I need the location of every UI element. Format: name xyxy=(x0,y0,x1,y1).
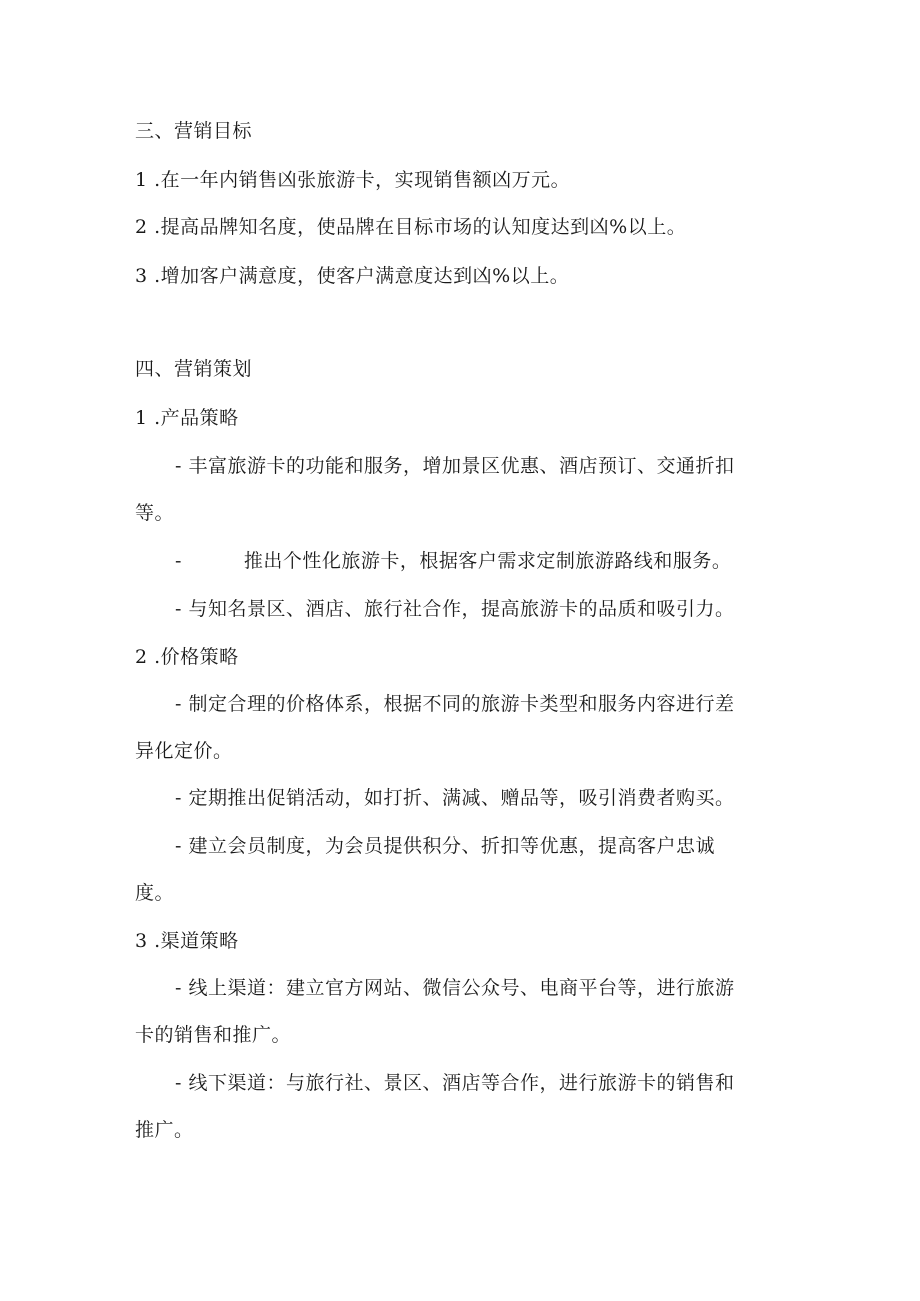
price-bullet-1-line-1: - 制定合理的价格体系，根据不同的旅游卡类型和服务内容进行差 xyxy=(175,693,735,715)
price-bullet-3-line-1: - 建立会员制度，为会员提供积分、折扣等优惠，提高客户忠诚 xyxy=(175,835,715,857)
goal-item-2: 2 .提高品牌知名度，使品牌在目标市场的认知度达到凶%以上。 xyxy=(135,216,687,238)
channel-bullet-2-line-2: 推广。 xyxy=(135,1119,194,1141)
price-strategy-title: 2 .价格策略 xyxy=(135,646,239,668)
product-bullet-3: - 与知名景区、酒店、旅行社合作，提高旅游卡的品质和吸引力。 xyxy=(175,598,735,620)
section-heading-marketing-plan: 四、营销策划 xyxy=(135,358,253,380)
product-bullet-2-dash: - xyxy=(175,550,182,572)
price-bullet-2: - 定期推出促销活动，如打折、满减、赠品等，吸引消费者购买。 xyxy=(175,787,735,809)
channel-bullet-1-line-1: - 线上渠道：建立官方网站、微信公众号、电商平台等，进行旅游 xyxy=(175,977,735,999)
price-bullet-3-line-2: 度。 xyxy=(135,882,175,904)
goal-item-3: 3 .增加客户满意度，使客户满意度达到凶%以上。 xyxy=(135,265,570,287)
price-bullet-1-line-2: 异化定价。 xyxy=(135,740,233,762)
product-bullet-1-line-1: - 丰富旅游卡的功能和服务，增加景区优惠、酒店预订、交通折扣 xyxy=(175,455,735,477)
product-bullet-2 xyxy=(175,549,815,573)
goal-item-1: 1 .在一年内销售凶张旅游卡，实现销售额凶万元。 xyxy=(135,169,571,191)
channel-bullet-2-line-1: - 线下渠道：与旅行社、景区、酒店等合作，进行旅游卡的销售和 xyxy=(175,1072,735,1094)
section-heading-marketing-goals: 三、营销目标 xyxy=(135,120,253,142)
channel-strategy-title: 3 .渠道策略 xyxy=(135,930,239,952)
channel-bullet-1-line-2: 卡的销售和推广。 xyxy=(135,1024,292,1046)
product-bullet-2-text: 推出个性化旅游卡，根据客户需求定制旅游路线和服务。 xyxy=(243,550,732,572)
product-bullet-1-line-2: 等。 xyxy=(135,502,175,524)
product-strategy-title: 1 .产品策略 xyxy=(135,407,239,429)
